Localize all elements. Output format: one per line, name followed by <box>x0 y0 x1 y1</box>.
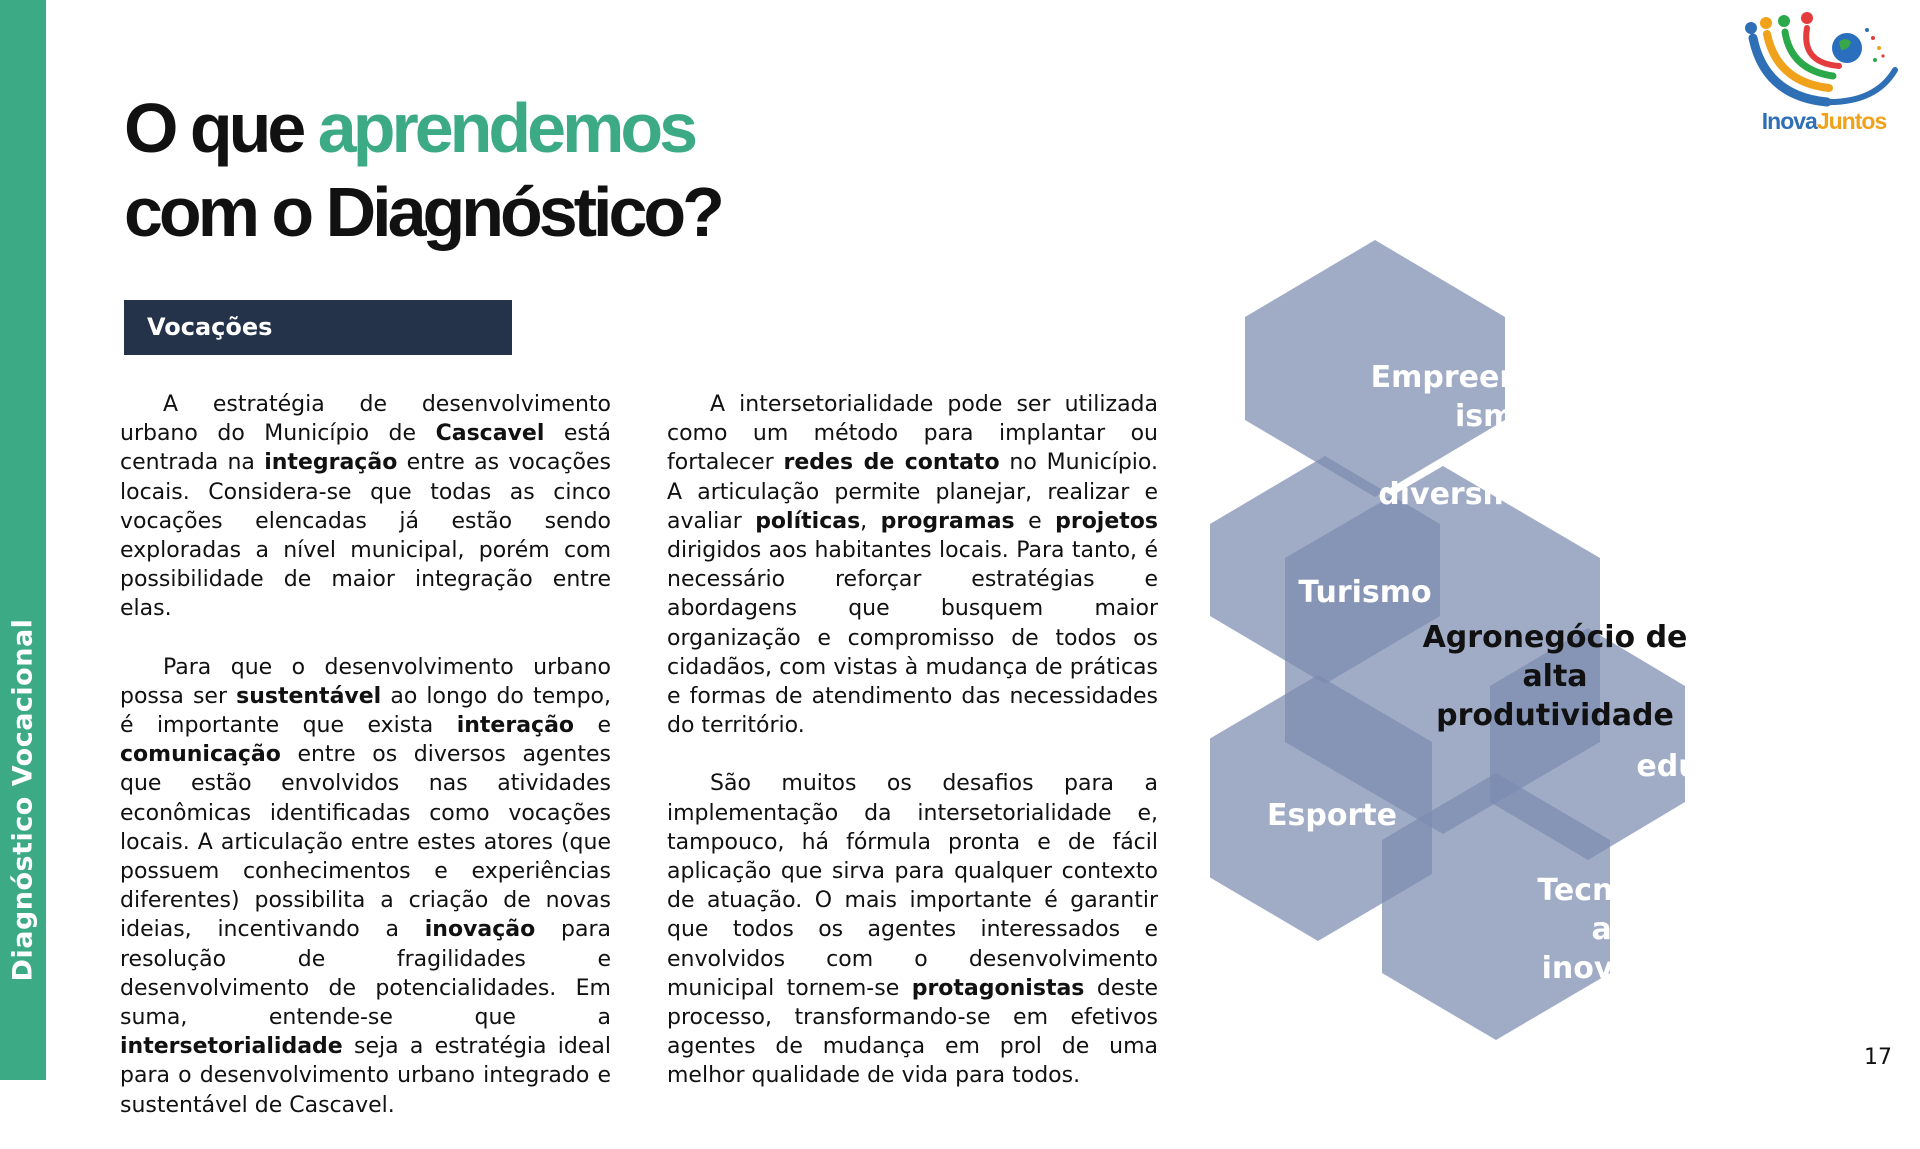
text-run: Para que o desenvolvimento urbano possa ser <box>120 654 611 709</box>
label-turismo: Turismo <box>1298 575 1432 610</box>
text-run: A estratégia de desenvolvimento urbano do Município de <box>120 392 611 447</box>
sidebar-label: Diagnóstico Vocacional <box>7 618 39 982</box>
text-run: seja a estratégia ideal para o desenvolvimento urbano integrado e sustentável de Cascavel. <box>120 1034 611 1118</box>
bold-text: redes de contato <box>783 450 1000 476</box>
text-run: está centrada na <box>120 421 611 476</box>
label-tecnologia: Tecnologi a e inovação <box>1537 873 1697 986</box>
text-run: , <box>860 508 881 534</box>
text-column-2 <box>667 390 1158 1120</box>
title-accent: aprendemos <box>317 89 695 167</box>
bold-text: interação <box>456 713 575 739</box>
text-column-1 <box>120 390 611 1149</box>
inovajuntos-logo <box>1735 8 1905 138</box>
paragraph <box>120 653 611 1120</box>
text-run: entre as vocações locais. Considera-se que todas as cinco vocações elencadas já estão sendo exploradas a nível municipal, porém com possibilidade de maior integração entre elas. <box>120 450 611 622</box>
section-header: Vocações <box>124 300 512 355</box>
text-run: ao longo do tempo, é importante que exista <box>120 683 612 739</box>
text-run: A intersetorialidade pode ser utilizada como um método para implantar ou fortalecer <box>667 392 1158 476</box>
label-esporte: Esporte <box>1267 798 1397 833</box>
bold-text: Cascavel <box>435 421 545 447</box>
page-number: 17 <box>1864 1045 1892 1070</box>
text-run: São muitos os desafios para a implementação da intersetorialidade e, tampouco, há fórmula pronta e de fácil aplicação que sirva para qualquer contexto de atuação. O mais importante é garantir que todos os agentes interessados e envolvidos com o desenvolvimento municipal tornem-se <box>667 771 1158 1001</box>
text-run: dirigidos aos habitantes locais. Para tanto, é necessário reforçar estratégias e abordagens que busquem maior organização e compromisso de todos os cidadãos, com vistas à mudança de práticas e formas de atendimento das necessidades do território. <box>667 538 1158 739</box>
bold-text: políticas <box>755 508 861 534</box>
logo-text: InovaJuntos <box>1761 108 1887 134</box>
text-run: para resolução de fragilidades e desenvolvimento de potencialidades. Em suma, entende-se que a <box>120 917 612 1031</box>
bold-text: integração <box>264 450 398 476</box>
text-run: e <box>574 713 611 739</box>
label-agronegocio: Agronegócio de alta produtividade <box>1422 620 1688 733</box>
title-line2: com o Diagnóstico? <box>124 173 721 251</box>
title-part1: O que <box>124 89 318 167</box>
text-run: e <box>1014 508 1056 534</box>
bold-text: protagonistas <box>911 975 1085 1001</box>
text-run: entre os diversos agentes que estão envolvidos nas atividades econômicas identificadas como vocações locais. A articulação entre estes atores (que possuem conhecimentos e experiências diferentes) possibilita a criação de novas ideias, incentivando a <box>120 742 611 943</box>
bold-text: programas <box>880 508 1015 534</box>
label-empreendedorismo: Empreendedor ismo e diversificação <box>1370 360 1620 512</box>
bold-text: projetos <box>1055 508 1158 534</box>
label-polo-educacional: Polo educacion al <box>1636 710 1808 823</box>
sidebar <box>0 0 46 1080</box>
bold-text: inovação <box>424 917 536 943</box>
text-run: deste processo, transformando-se em efetivos agentes de mudança em prol de uma melhor qualidade de vida para todos. <box>667 975 1158 1089</box>
bold-text: intersetorialidade <box>120 1034 343 1060</box>
bold-text: comunicação <box>120 742 281 768</box>
page-title <box>124 86 721 254</box>
bold-text: sustentável <box>236 683 382 709</box>
paragraph <box>667 769 1158 1090</box>
paragraph <box>120 390 611 624</box>
paragraph <box>667 390 1158 740</box>
text-run: no Município. A articulação permite planejar, realizar e avaliar <box>667 450 1158 534</box>
